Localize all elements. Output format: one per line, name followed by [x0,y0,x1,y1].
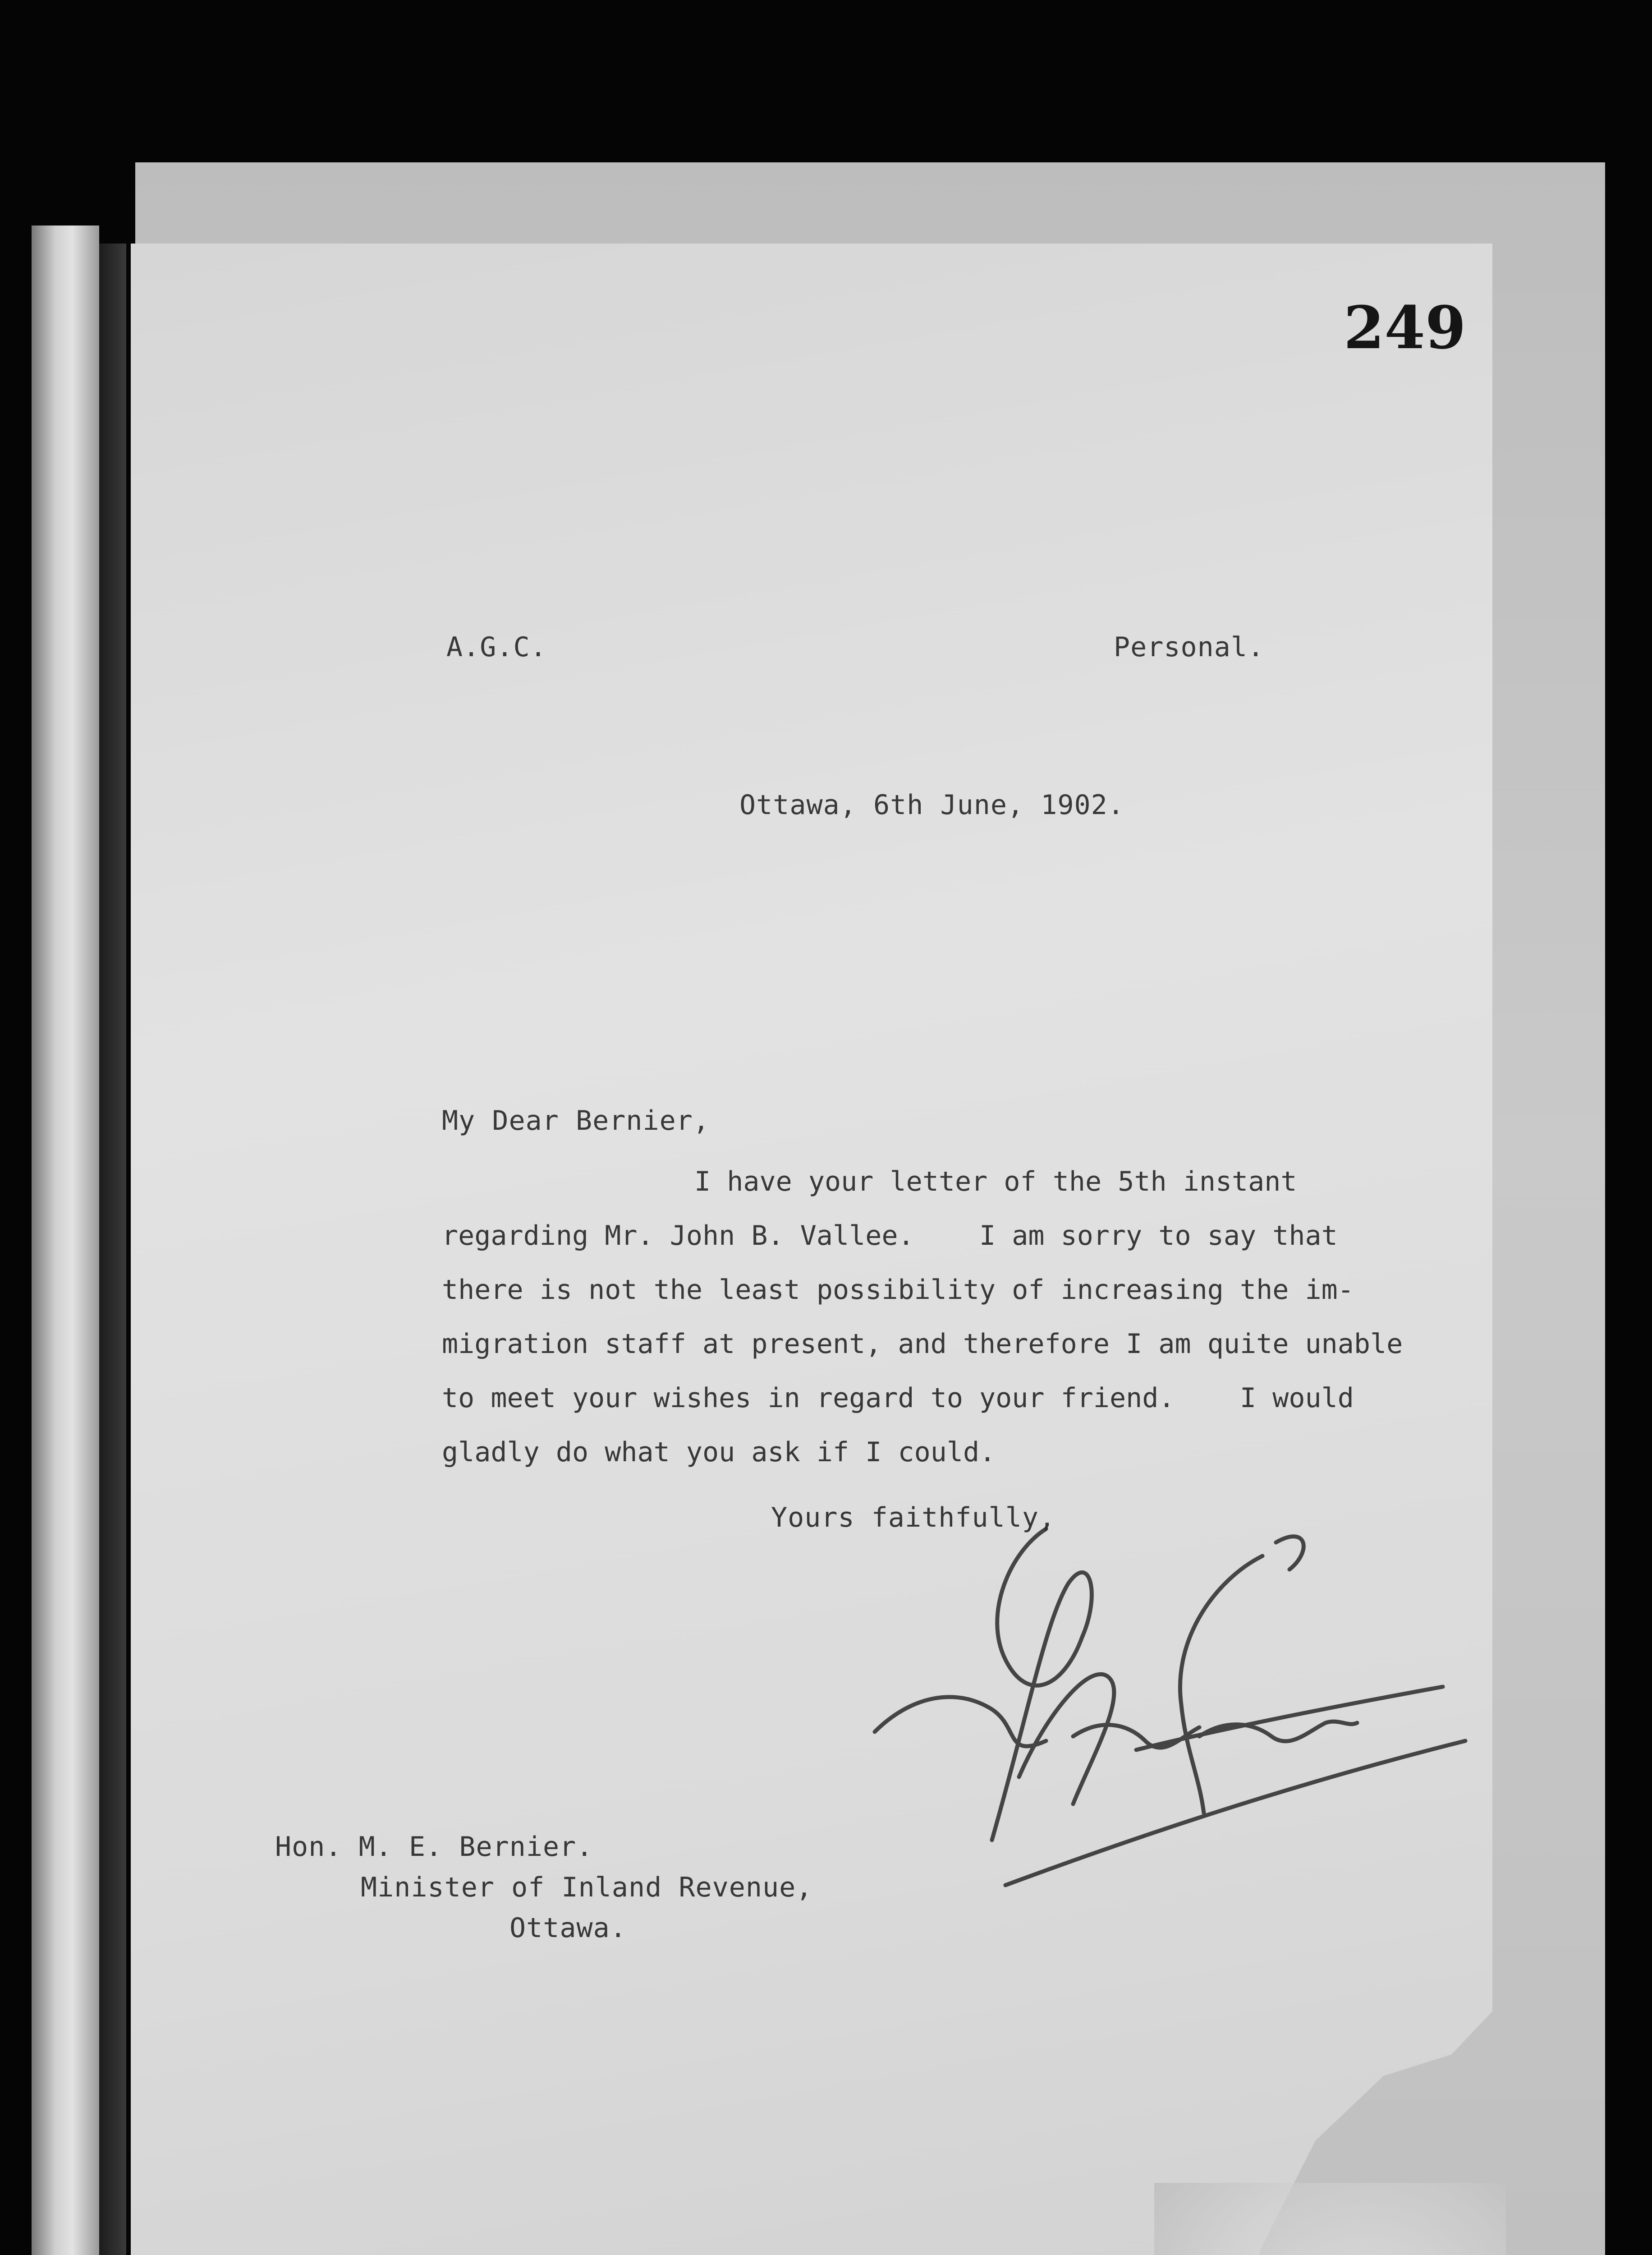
addressee-city: Ottawa. [509,1912,627,1944]
body-line: regarding Mr. John B. Vallee. I am sorry to say that [442,1220,1338,1252]
salutation: My Dear Bernier, [442,1105,710,1137]
body-line: to meet your wishes in regard to your friend. I would [442,1382,1354,1414]
body-line: gladly do what you ask if I could. [442,1436,996,1468]
closing: Yours faithfully, [771,1502,1056,1533]
binding-edge [99,244,126,2255]
addressee-name: Hon. M. E. Bernier. [275,1831,593,1863]
page-number: 249 [1344,293,1466,362]
body-line: migration staff at present, and therefore I am quite unable [442,1328,1403,1360]
reference-code: A.G.C. [446,631,547,663]
handwritten-signature [857,1524,1488,1903]
addressee-title: Minister of Inland Revenue, [361,1872,813,1903]
body-line: I have your letter of the 5th instant [694,1166,1297,1197]
classification-label: Personal. [1114,631,1265,663]
torn-corner [1154,2183,1506,2255]
binding-strip [32,226,99,2255]
letter-body [442,1155,1434,1479]
place-date: Ottawa, 6th June, 1902. [739,789,1124,821]
body-line: there is not the least possibility of increasing the im- [442,1274,1354,1306]
